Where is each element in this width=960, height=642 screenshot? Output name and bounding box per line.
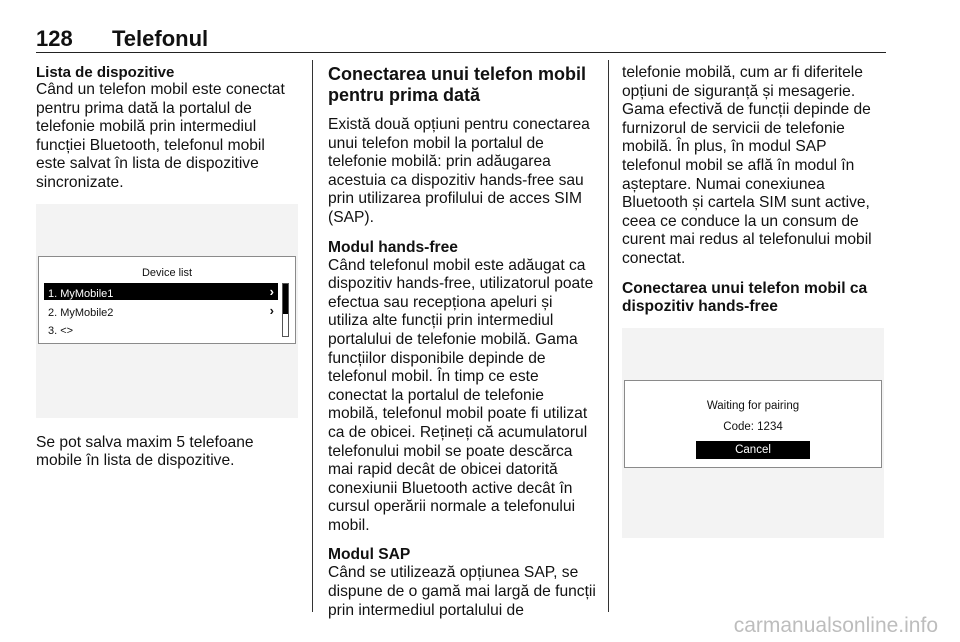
cancel-button[interactable]: Cancel — [696, 441, 810, 459]
subheading: Modul hands-free — [328, 238, 458, 256]
column-divider — [608, 60, 609, 612]
device-list-screen — [38, 256, 296, 344]
paragraph: Există două opțiuni pentru conectarea unui telefon mobil la portalul de telefonie mobilă: prin adăugarea acestuia ca dispozitiv hands-free sau prin utilizarea profilului de acces SIM (SAP). — [328, 116, 590, 226]
device-list-item[interactable] — [44, 283, 278, 300]
device-list-item[interactable] — [44, 303, 278, 319]
device-name: 1. MyMobile1 — [48, 287, 114, 300]
scrollbar-thumb[interactable] — [283, 284, 288, 314]
column-1 — [36, 64, 298, 482]
section-heading: Conectarea unui telefon mobil pentru prima dată — [328, 64, 587, 105]
pairing-screen — [624, 380, 882, 468]
column-3 — [622, 64, 886, 538]
paragraph: Când se utilizează opțiunea SAP, se dispune de o gamă mai largă de funcții prin intermediul portalului de — [328, 564, 596, 619]
device-list-title: Device list — [141, 266, 193, 279]
watermark: carmanualsonline.info — [733, 614, 938, 637]
chevron-right-icon: › — [269, 302, 274, 318]
device-list-item[interactable] — [44, 321, 278, 337]
subheading: Modul SAP — [328, 546, 411, 564]
pairing-screenshot — [622, 328, 884, 538]
scrollbar[interactable] — [282, 283, 289, 337]
column-2 — [328, 64, 596, 631]
page-header — [36, 26, 886, 52]
device-name: 2. MyMobile2 — [48, 306, 114, 319]
device-name: 3. <> — [48, 324, 74, 337]
section-heading: Lista de dispozitive — [36, 64, 175, 81]
header-rule — [36, 52, 886, 53]
paragraph: Când un telefon mobil este conectat pentru prima dată la portalul de telefonie mobilă prin intermediul funcției Bluetooth, telefonul mobil este salvat în lista de dispozitive sincronizate. — [36, 81, 285, 191]
column-divider — [312, 60, 313, 612]
page-number: 128 — [36, 26, 73, 51]
pairing-status: Waiting for pairing — [706, 399, 800, 412]
chevron-right-icon: › — [269, 283, 274, 299]
paragraph: telefonie mobilă, cum ar fi diferitele opțiuni de siguranță și mesagerie. Gama efectivă de funcții depinde de furnizorul de servicii de telefonie mobilă. În plus, în modul SAP telefonul mobil se află în modul în așteptare. Numai conexiunea Bluetooth și cartela SIM sunt active, ceea ce conduce la un consum de curent mai redus al telefonului mobil conectat. — [622, 64, 872, 267]
chapter-title: Telefonul — [112, 26, 209, 51]
pairing-code: Code: 1234 — [723, 421, 783, 434]
device-list-screenshot — [36, 204, 298, 418]
paragraph: Se pot salva maxim 5 telefoane mobile în lista de dispozitive. — [36, 433, 254, 470]
section-heading: Conectarea unui telefon mobil ca dispozitiv hands-free — [622, 279, 868, 315]
paragraph: Când telefonul mobil este adăugat ca dispozitiv hands-free, utilizatorul poate efectua sau recepționa apeluri și utiliza alte funcții prin intermediul portalului de telefonie mobilă. Gama funcțiilor disponibile depinde de telefonul mobil. În timp ce este conectat la portalul de telefonie mobilă, telefonul mobil poate fi utilizat ca de obicei. Rețineți că acumulatorul telefonului mobil se poate descărca mai rapid decât de obicei datorită conexiunii Bluetooth active decât în cursul operării normale a telefonului mobil. — [328, 256, 594, 534]
